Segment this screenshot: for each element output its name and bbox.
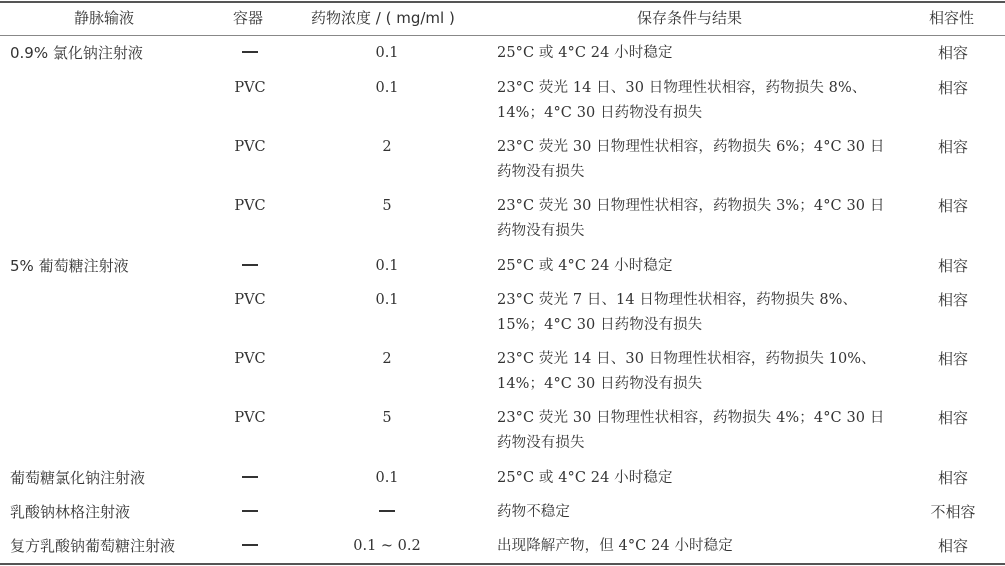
cell-compatibility: 相容 — [937, 291, 968, 309]
cell-container — [210, 41, 290, 66]
cell-concentration: 2 — [382, 351, 392, 367]
cell-concentration: 2 — [382, 139, 392, 155]
cell-conditions: 药物不稳定 — [497, 504, 570, 520]
cell-compatibility: 相容 — [937, 537, 968, 555]
cell-container — [210, 466, 290, 491]
cell-compatibility: 不相容 — [930, 503, 976, 521]
dash-mark — [242, 544, 258, 545]
header-container: 容器 — [233, 9, 264, 27]
cell-concentration: 0.1 — [375, 80, 399, 96]
dash-mark — [242, 476, 258, 477]
cell-concentration: 0.1 — [375, 470, 399, 486]
cell-container: PVC — [234, 80, 266, 96]
header-compatibility: 相容性 — [929, 9, 975, 27]
cell-container — [210, 534, 290, 559]
table-bottom-rule — [0, 563, 1005, 565]
cell-compatibility: 相容 — [937, 469, 968, 487]
cell-compatibility: 相容 — [937, 197, 968, 215]
cell-conditions: 23°C 荧光 30 日物理性状相容，药物损失 6%；4°C 30 日药物没有损失 — [497, 139, 885, 180]
cell-concentration: 0.1 — [375, 292, 399, 308]
cell-fluid: 复方乳酸钠葡萄糖注射液 — [10, 537, 176, 555]
cell-compatibility: 相容 — [937, 257, 968, 275]
cell-conditions: 23°C 荧光 30 日物理性状相容，药物损失 3%；4°C 30 日药物没有损失 — [497, 198, 885, 239]
cell-fluid: 0.9% 氯化钠注射液 — [10, 44, 143, 62]
cell-container — [210, 500, 290, 525]
dash-mark — [242, 510, 258, 511]
cell-concentration: 5 — [382, 198, 392, 214]
cell-conditions: 23°C 荧光 30 日物理性状相容，药物损失 4%；4°C 30 日药物没有损失 — [497, 410, 885, 451]
dash-mark — [242, 51, 258, 52]
cell-concentration: 5 — [382, 410, 392, 426]
cell-conditions: 23°C 荧光 14 日、30 日物理性状相容，药物损失 8%、14%；4°C 30 日药物没有损失 — [497, 80, 867, 121]
cell-container: PVC — [234, 139, 266, 155]
header-fluid: 静脉输液 — [74, 9, 135, 27]
header-rule — [0, 35, 1005, 36]
cell-container: PVC — [234, 410, 266, 426]
cell-concentration: 0.1 — [375, 45, 399, 61]
cell-compatibility: 相容 — [937, 138, 968, 156]
header-concentration: 药物浓度 / ( mg/ml ) — [311, 9, 455, 27]
cell-fluid: 5% 葡萄糖注射液 — [10, 257, 129, 275]
dash-mark — [242, 264, 258, 265]
cell-concentration: 0.1 — [375, 258, 399, 274]
cell-fluid: 乳酸钠林格注射液 — [10, 503, 131, 521]
cell-conditions: 25°C 或 4°C 24 小时稳定 — [497, 470, 673, 486]
cell-compatibility: 相容 — [937, 350, 968, 368]
cell-container: PVC — [234, 292, 266, 308]
cell-container: PVC — [234, 198, 266, 214]
cell-container — [210, 254, 290, 279]
cell-compatibility: 相容 — [937, 44, 968, 62]
cell-concentration — [337, 500, 437, 525]
cell-conditions: 23°C 荧光 14 日、30 日物理性状相容，药物损失 10%、14%；4°C 30 日药物没有损失 — [497, 351, 876, 392]
dash-mark — [379, 510, 395, 511]
cell-conditions: 出现降解产物，但 4°C 24 小时稳定 — [497, 538, 733, 554]
cell-fluid: 葡萄糖氯化钠注射液 — [10, 469, 146, 487]
cell-conditions: 25°C 或 4°C 24 小时稳定 — [497, 45, 673, 61]
cell-conditions: 25°C 或 4°C 24 小时稳定 — [497, 258, 673, 274]
cell-concentration: 0.1 ~ 0.2 — [353, 538, 421, 554]
cell-conditions: 23°C 荧光 7 日、14 日物理性状相容，药物损失 8%、15%；4°C 30 日药物没有损失 — [497, 292, 858, 333]
table-top-rule — [0, 1, 1005, 3]
cell-container: PVC — [234, 351, 266, 367]
cell-compatibility: 相容 — [937, 409, 968, 427]
header-conditions: 保存条件与结果 — [637, 9, 743, 27]
cell-compatibility: 相容 — [937, 79, 968, 97]
